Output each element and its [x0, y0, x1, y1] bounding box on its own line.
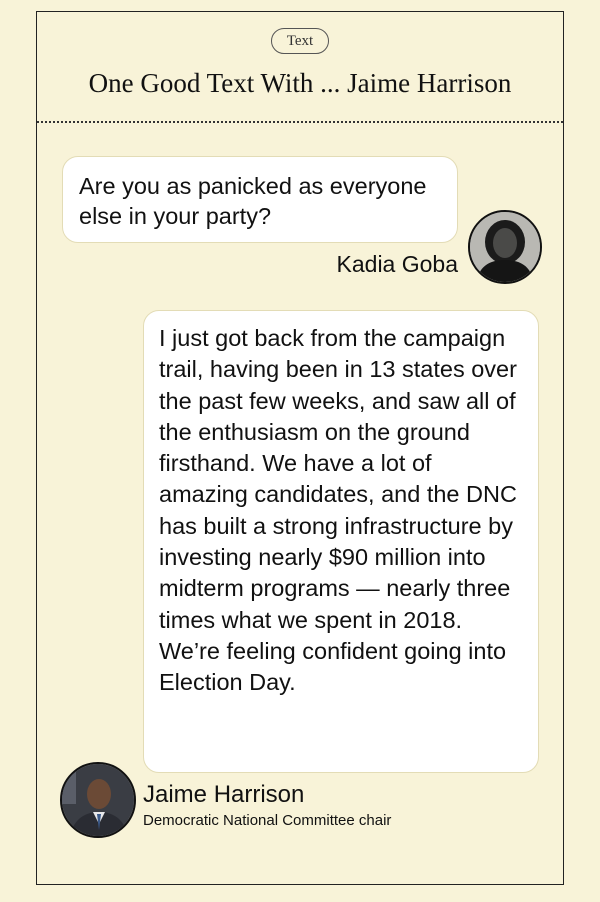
- asker-name: Kadia Goba: [336, 251, 458, 277]
- question-bubble: [62, 156, 458, 243]
- answerer-role: Democratic National Committee chair: [143, 812, 392, 829]
- answerer-avatar: [60, 762, 136, 838]
- page-title: One Good Text With ... Jaime Harrison: [88, 68, 512, 98]
- answerer-name: Jaime Harrison: [143, 781, 305, 808]
- answer-text: I just got back from the campaign trail, having been in 13 states over the past few weeks, and saw all of the enthusiasm on the ground firsthand. We have a lot of amazing candidates, and the DNC has built a strong infrastructure by investing nearly $90 million into midterm programs — nearly three times what we spent in 2018. We’re feeling confident going into Election Day.: [159, 325, 517, 696]
- asker-avatar: [468, 210, 542, 284]
- question-text: Are you as panicked as everyone else in your party?: [79, 173, 427, 229]
- answer-bubble: [143, 310, 539, 773]
- dotted-divider: [37, 121, 563, 123]
- category-tag: Text: [271, 28, 329, 54]
- asker-portrait-icon: [470, 212, 540, 282]
- answerer-portrait-icon: [62, 764, 134, 836]
